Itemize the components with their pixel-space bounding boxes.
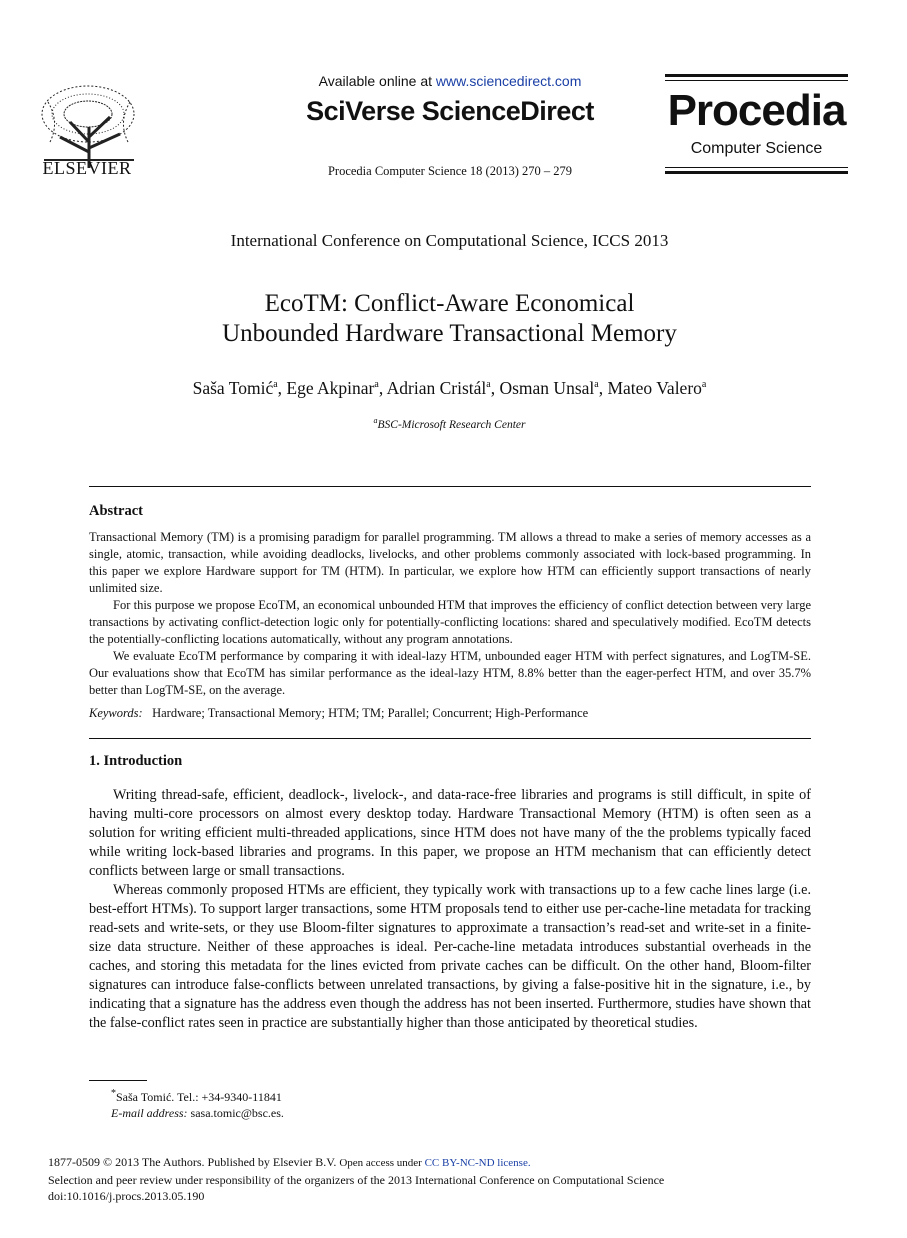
license-link[interactable]: CC BY-NC-ND license. [424,1157,531,1169]
journal-logo [665,74,848,174]
author-affil-marker: a [486,379,491,391]
journal-citation: Procedia Computer Science 18 (2013) 270 – 279 [327,164,573,178]
footnote-rule [89,1080,147,1081]
author-affil-marker: a [273,379,278,391]
publisher-name: ELSEVIER [42,158,132,178]
paper-title [0,289,899,349]
peer-review-line: Selection and peer review under responsibility of the organizers of the 2013 International Conference on Computational Science [48,1172,665,1187]
affiliation-name: BSC-Microsoft Research Center [377,418,526,431]
abstract-section [89,503,811,722]
author-name: Mateo Valero [607,378,702,398]
introduction-heading: 1. Introduction [89,753,183,769]
author-affil-marker: a [594,379,599,391]
open-access-text: Open access under [339,1157,425,1169]
author-name: Adrian Cristál [386,378,487,398]
available-online [180,73,720,89]
author-separator: , [378,378,387,398]
doi-line: doi:10.1016/j.procs.2013.05.190 [48,1189,205,1203]
abstract-paragraph: We evaluate EcoTM performance by comparing it with ideal-lazy HTM, unbounded eager HTM with perfect signatures, and LogTM-SE. Our evaluations show that EcoTM has similar performance as the ideal-lazy HTM, 8.8% better than the eager-perfect HTM, and over 35.7% better than LogTM-SE, on the average. [89,649,811,697]
journal-logo-main: Procedia [667,86,846,135]
author-name: Osman Unsal [499,378,595,398]
logo-bottom-rule-thin [665,167,848,168]
footnote-contact-line [111,1086,711,1105]
copyright-line [48,1154,868,1172]
intro-paragraph: Writing thread-safe, efficient, deadlock-, livelock-, and data-race-free libraries and programs is still difficult, in spite of having multi-core processors on almost every desktop today. Hardware Transactional Memory (HTM) is often seen as a solution for writing efficient multi-threaded applications, since HTM does not have many of the the problems typically faced while writing lock-based libraries and programs. In this paper, we propose an HTM mechanism that can efficiently detect conflicts between large or small transactions. [89,787,811,879]
sciencedirect-link[interactable]: www.sciencedirect.com [435,73,582,89]
footnote-email-line [111,1105,711,1121]
logo-bottom-rule-thick [665,171,848,174]
author-separator: , [598,378,608,398]
intro-paragraph: Whereas commonly proposed HTMs are efficient, they typically work with transactions up to a few cache lines large (i.e. best-effort HTMs). To support larger transactions, some HTM proposals tend to either use per-cache-line metadata for tracking read-sets and write-sets, or they use Bloom-filter signatures to approximate a transaction’s read-set and write-set in a finite-size data structure. Neither of these approaches is ideal. Per-cache-line metadata introduces substantial overheads in the caches, and storing this metadata for the lines evicted from private caches can be difficult. On the other hand, Bloom-filter signatures can introduce false-conflicts between unrelated transactions, by giving a false-positive hit in the signature, i.e., by indicating that a signature has the address even though the address has not been inserted. Furthermore, studies have shown that the false-conflict rates seen in practice are substantially higher than those anticipated by theoretical studies. [89,882,811,1031]
footnote-marker: * [111,1088,116,1099]
abstract-heading: Abstract [89,503,143,519]
affiliation-marker: a [373,416,378,425]
abstract-top-rule [89,486,811,487]
author-list [0,378,899,399]
abstract-paragraph: For this purpose we propose EcoTM, an economical unbounded HTM that improves the efficiency of conflict detection between very large transactions by activating conflict-detection logic only for potentially-conflicting locations: shared and speculatively modified. EcoTM detects the potentially-conflicting locations automatically, without any program annotations. [89,598,811,646]
copyright-text: 1877-0509 © 2013 The Authors. Published by Elsevier B.V. [48,1155,340,1169]
keywords-label: Keywords: [89,706,143,720]
keywords [89,705,811,722]
conference-name: International Conference on Computational Science, ICCS 2013 [230,231,669,250]
title-line-1: EcoTM: Conflict-Aware Economical [264,290,635,317]
journal-logo-sub: Computer Science [690,140,823,157]
abstract-paragraph: Transactional Memory (TM) is a promising paradigm for parallel programming. TM allows a thread to make a series of memory accesses as a single, atomic, transaction, while avoiding deadlocks, livelocks, and other problems commonly associated with lock-based programming. In this paper we explore Hardware support for TM (HTM). In particular, we explore how HTM can efficiently support transactions of nearly unlimited size. [89,530,811,595]
affiliation [0,416,899,431]
title-line-2: Unbounded Hardware Transactional Memory [222,320,677,347]
footnote [111,1086,711,1121]
introduction-section [89,752,811,1033]
keywords-list: Hardware; Transactional Memory; HTM; TM; Parallel; Concurrent; High-Performance [152,706,589,720]
footnote-contact: Saša Tomić. Tel.: +34-9340-11841 [116,1090,282,1104]
author-affil-marker: a [701,379,707,391]
email-address[interactable]: sasa.tomic@bsc.es. [190,1106,284,1120]
available-prefix: Available online at [318,73,436,89]
author-name: Ege Akpinar [286,378,375,398]
email-label: E-mail address: [111,1106,188,1120]
author-separator: , [490,378,500,398]
logo-top-rule-thick [665,74,848,77]
author-separator: , [277,378,287,398]
platform-logo: SciVerse ScienceDirect [306,96,594,126]
copyright-footer [48,1154,868,1205]
author-name: Saša Tomić [192,378,274,398]
intro-top-rule [89,738,811,739]
logo-top-rule-thin [665,80,848,81]
author-affil-marker: a [374,379,379,391]
